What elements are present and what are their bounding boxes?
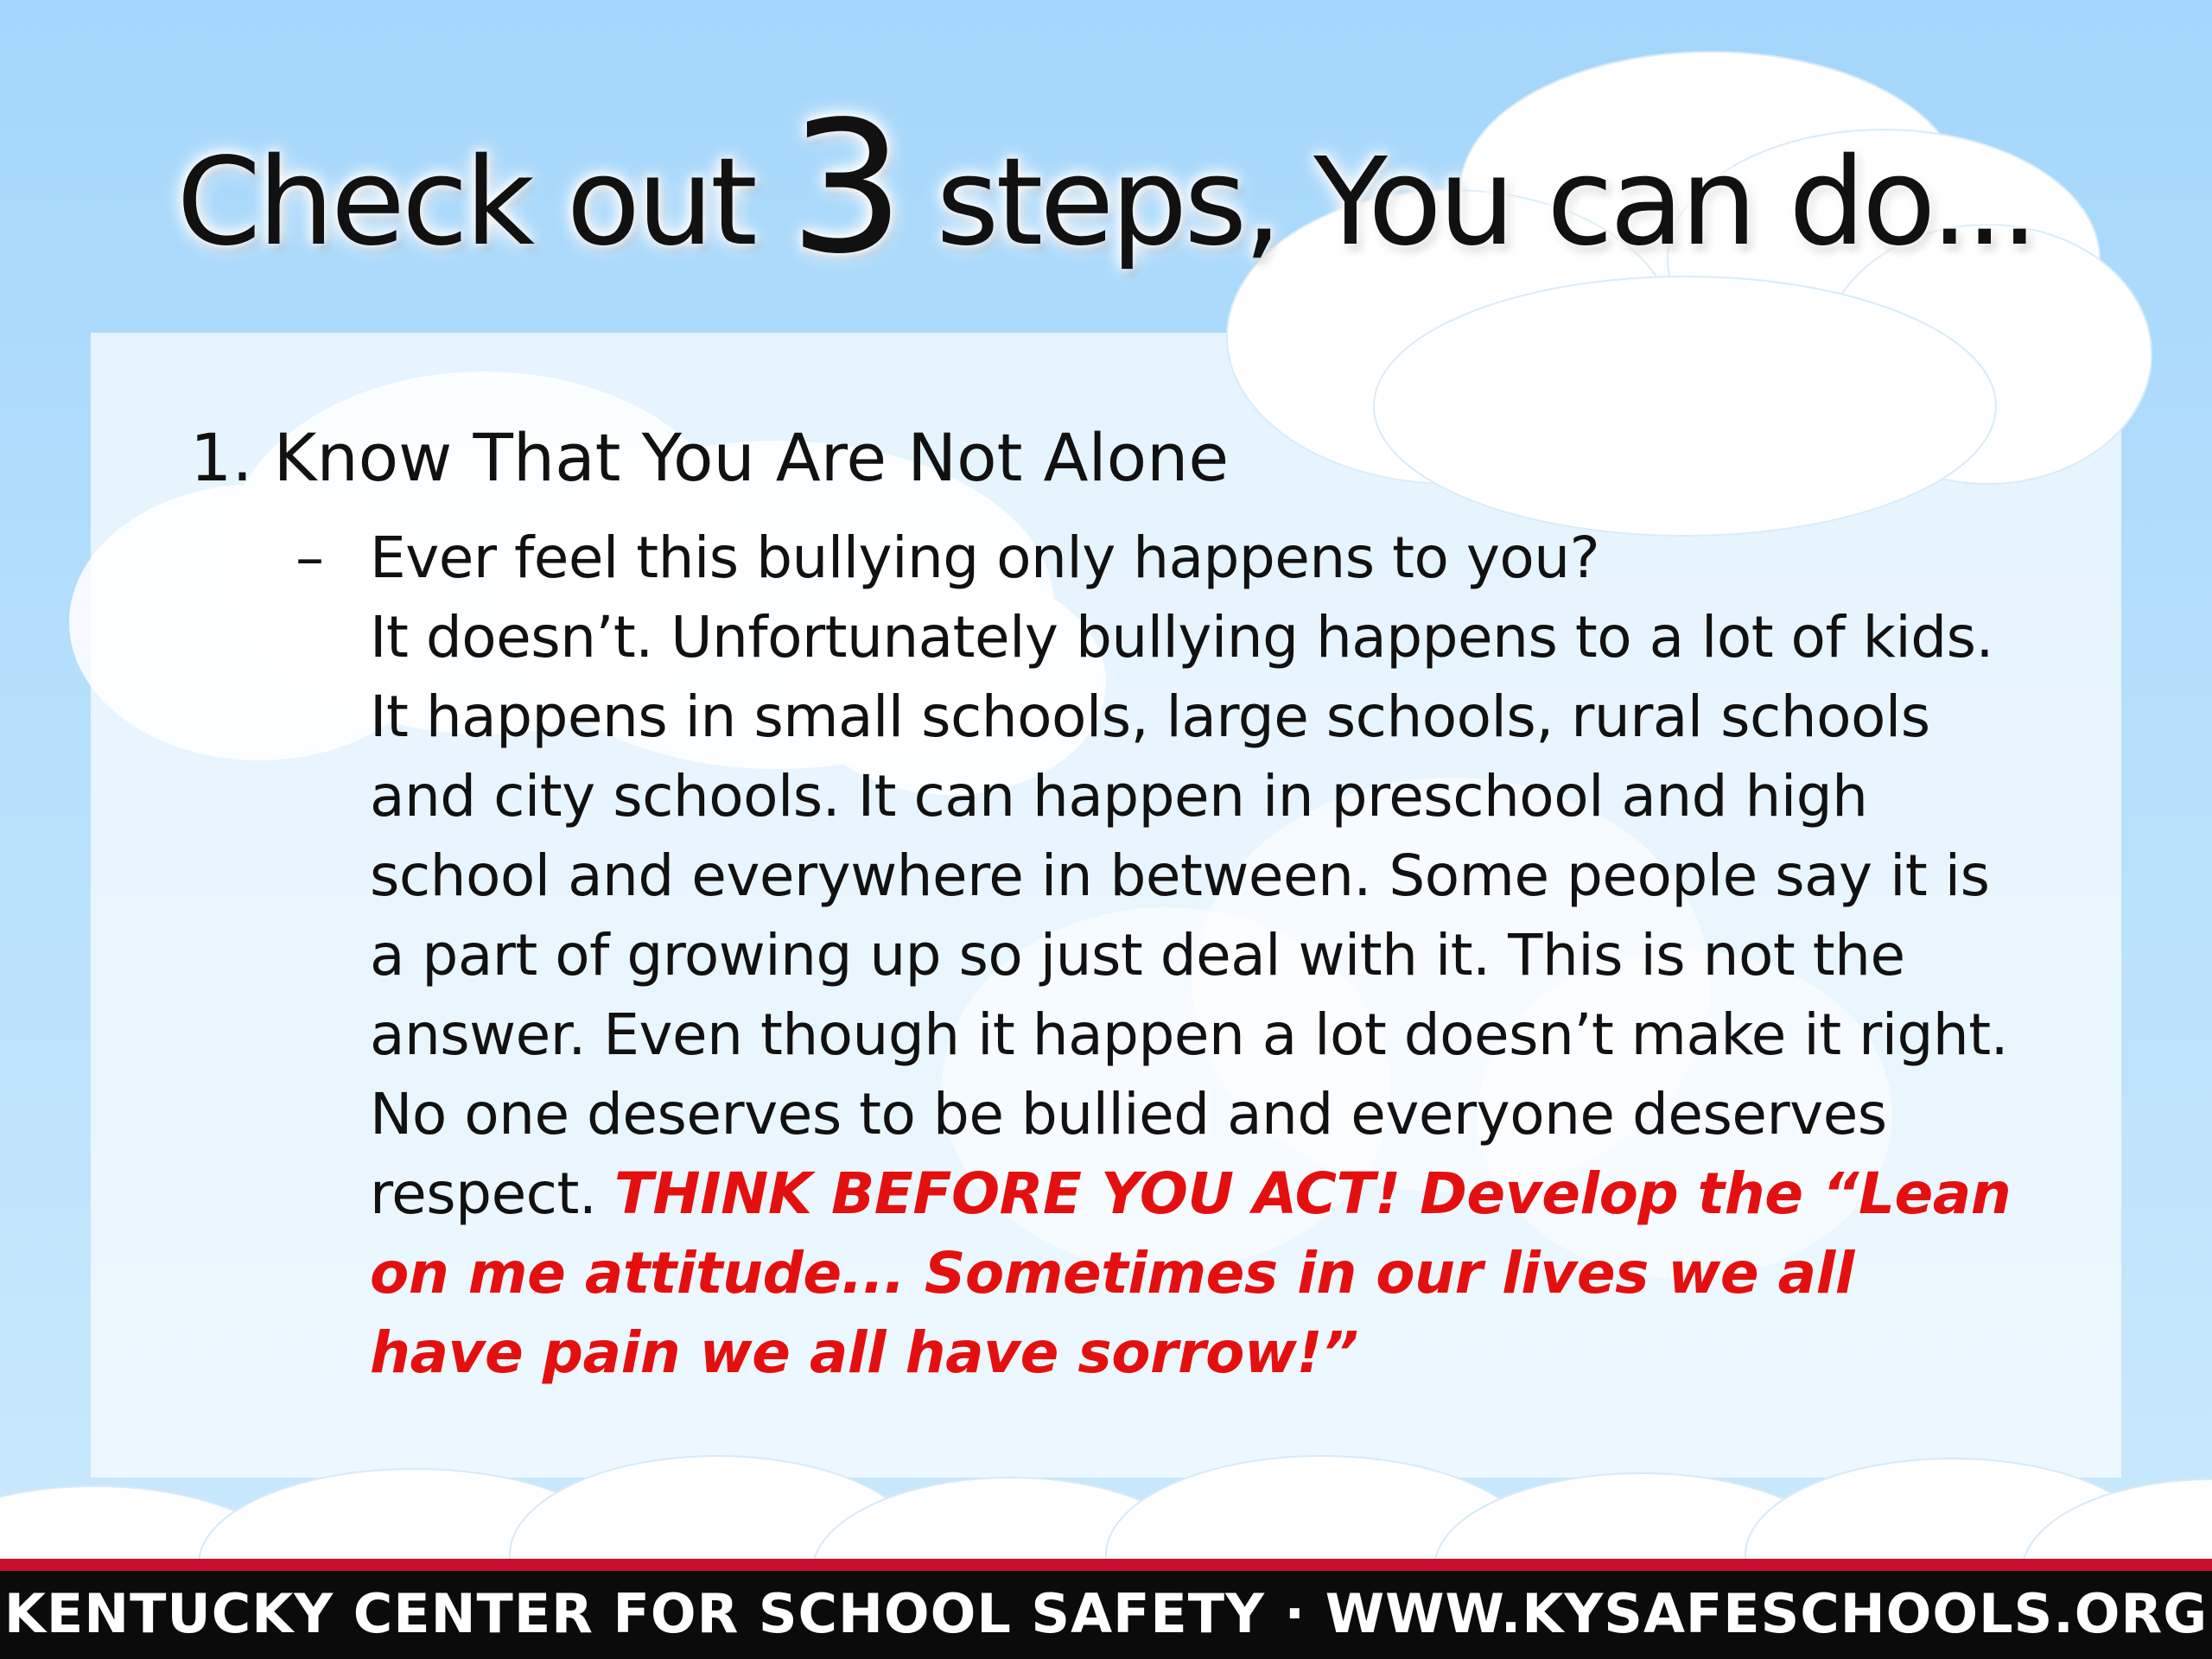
slide-title: [0, 82, 2212, 294]
footer-bar: [0, 1559, 2212, 1659]
title-text-start: Check out: [176, 132, 754, 273]
emphasis-text: THINK BEFORE YOU ACT! Develop the “Lean on me attitude... Sometimes in our lives we all have pain we all have sorrow!”: [370, 1160, 2012, 1386]
sub-bullet: [190, 518, 2022, 1393]
title-number: 3: [789, 82, 901, 294]
sub-bullet-body: [370, 598, 2022, 1393]
slide-content: [190, 415, 2022, 1393]
step-heading: 1. Know That You Are Not Alone: [190, 419, 1230, 496]
sub-bullet-question: Ever feel this bullying only happens to you?: [370, 524, 1600, 591]
body-text: It doesn’t. Unfortunately bullying happens to a lot of kids. It happens in small schools, large schools, rural schools and city schools. It can happen in preschool and high school and everywhere in between. Some people say it is a part of growing up so just deal with it. This is not the answer. Even though it happen a lot doesn’t make it right. No one deserves to be bullied and everyone deserves respect.: [370, 604, 2009, 1227]
dash-bullet-marker: –: [296, 524, 324, 591]
footer-text: KENTUCKY CENTER FOR SCHOOL SAFETY · WWW.KYSAFESCHOOLS.ORG: [3, 1582, 2209, 1645]
title-text-end: steps, You can do...: [936, 132, 2036, 273]
